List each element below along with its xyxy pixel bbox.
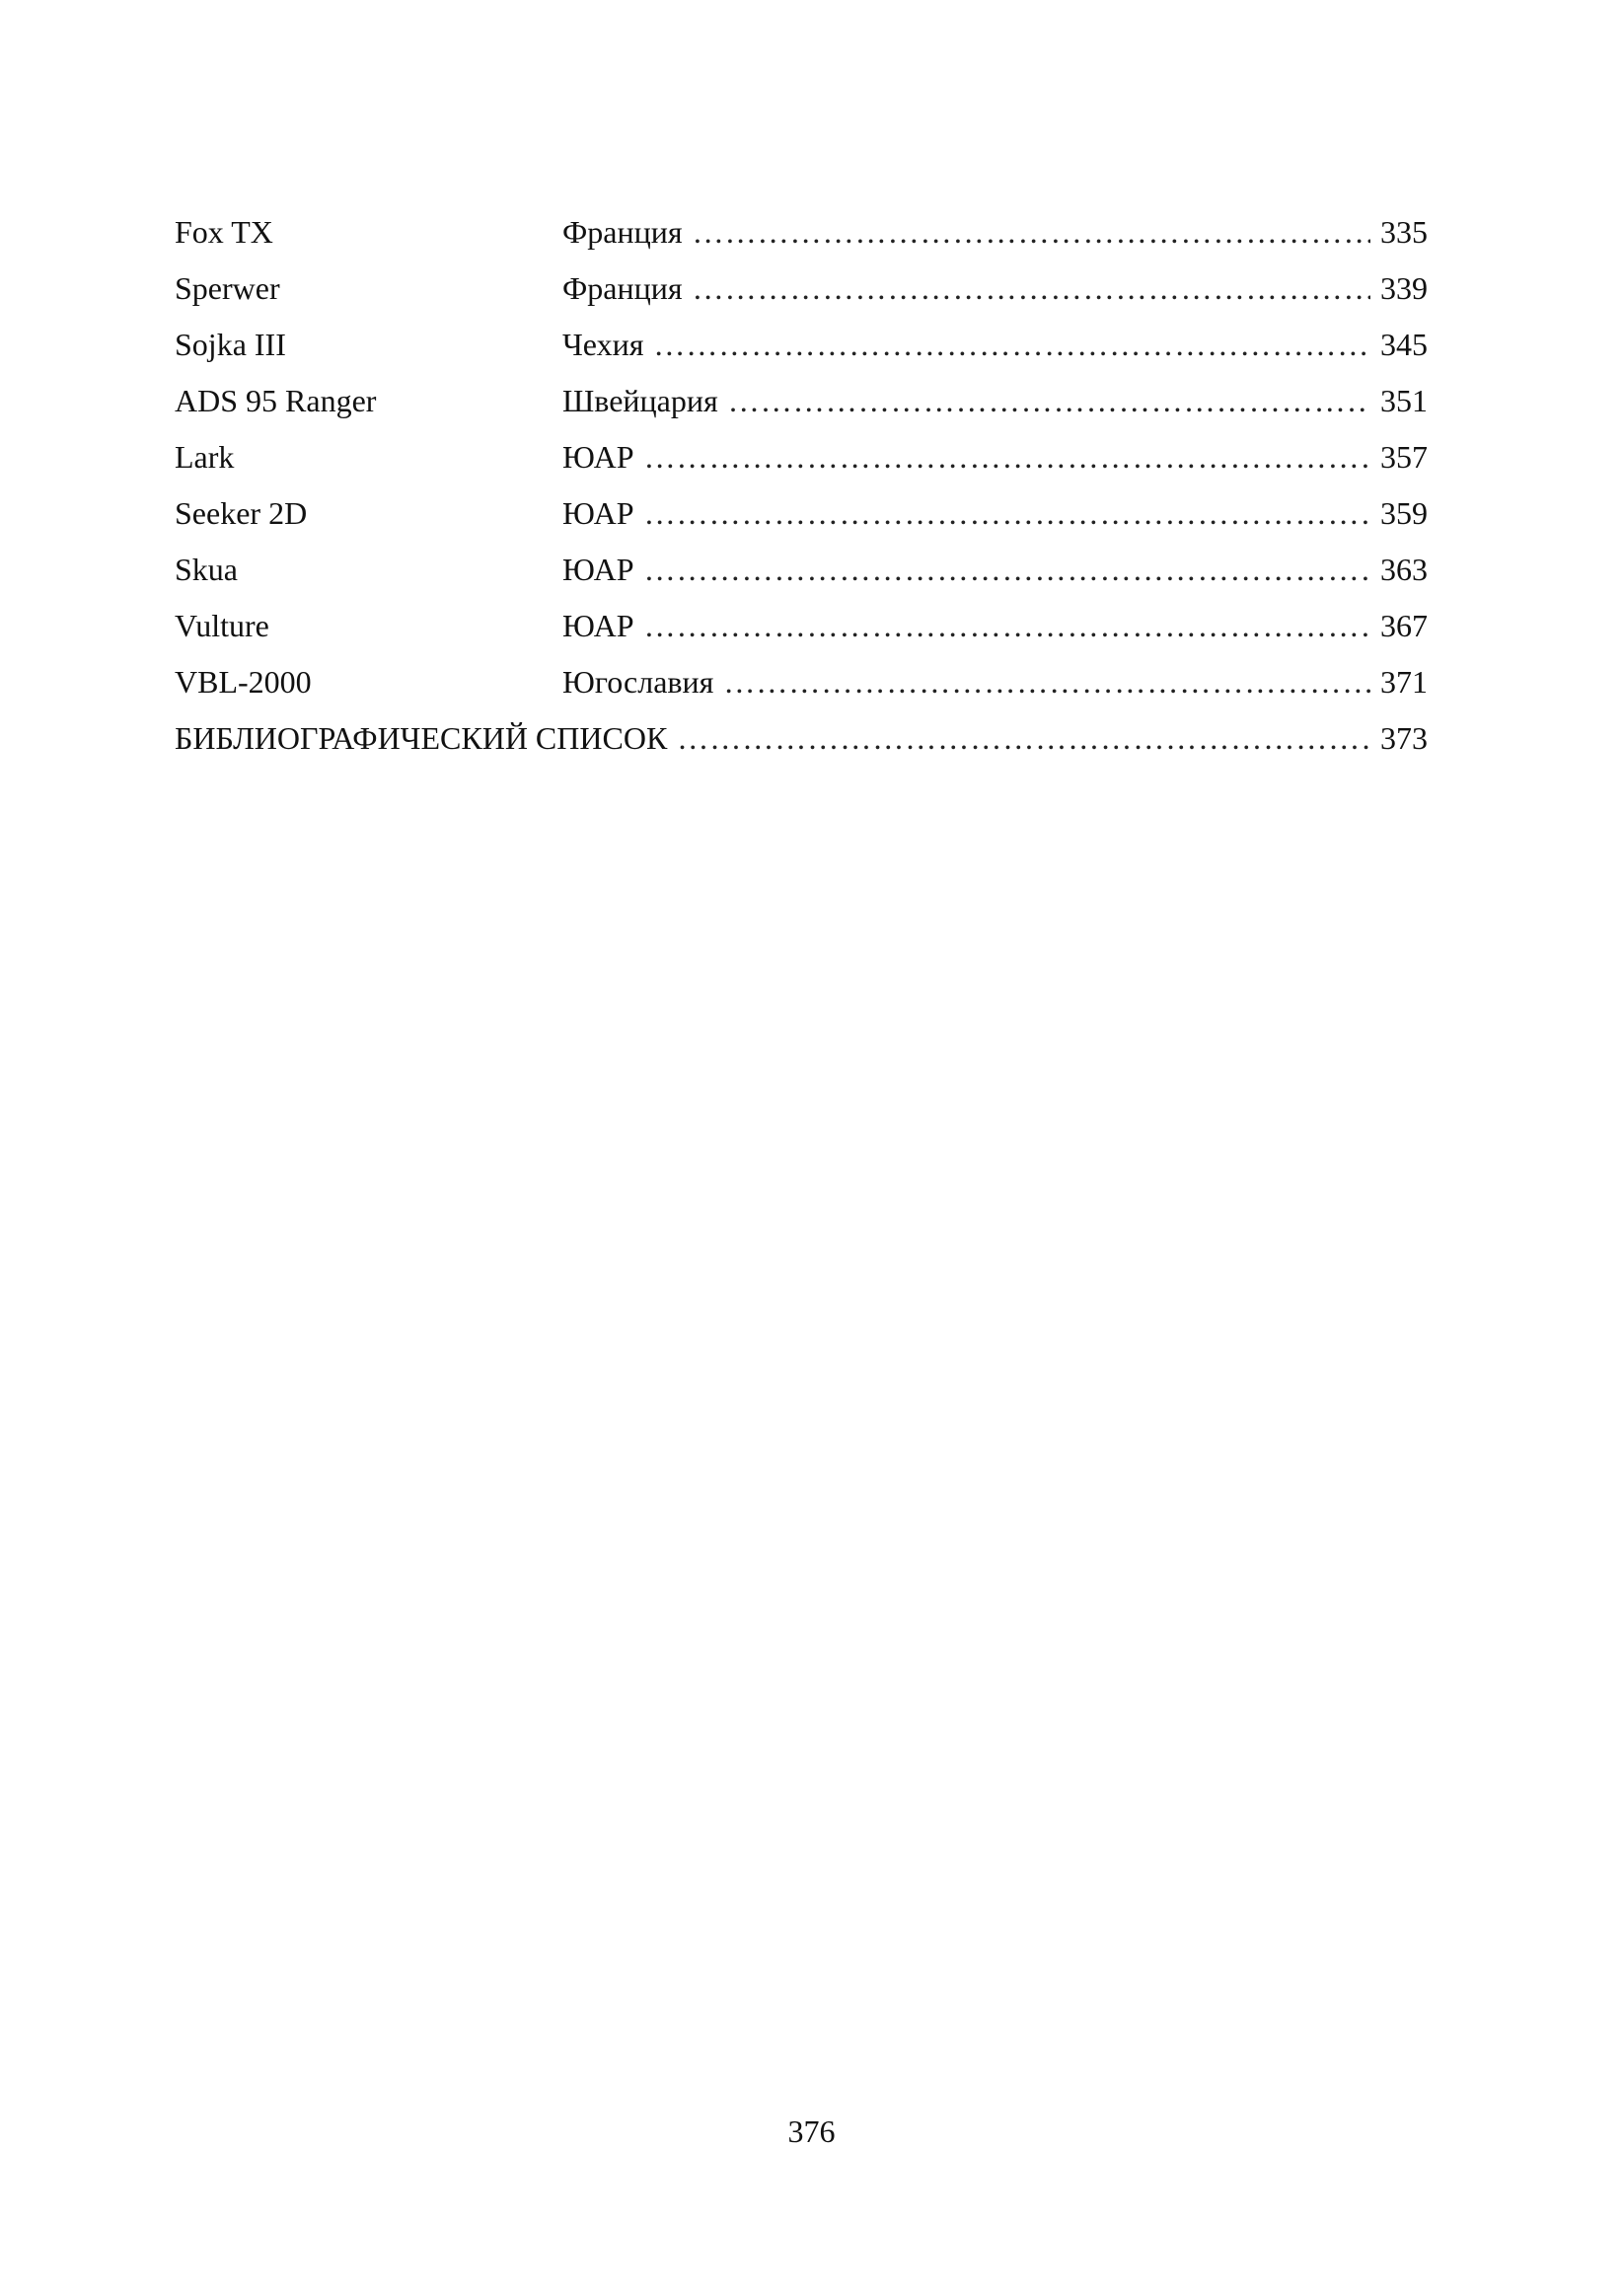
toc-entry-country: ЮАР [562,608,634,643]
page-number: 376 [787,2113,836,2149]
toc-entry [175,489,1428,546]
toc-entry-page: 363 [1380,552,1428,587]
dot-leader [644,489,1370,537]
toc-entry-country: Франция [562,270,683,306]
toc-entry [175,321,1428,377]
table-of-contents [175,208,1428,771]
toc-entry-page: 335 [1380,214,1428,250]
dot-leader [693,208,1370,256]
dot-leader [653,321,1370,368]
dot-leader [644,546,1370,593]
toc-entry-page: 357 [1380,439,1428,475]
dot-leader [644,602,1370,649]
toc-entry [175,546,1428,602]
dot-leader [728,377,1370,424]
toc-entry-page: 367 [1380,608,1428,643]
toc-entry-page: 339 [1380,270,1428,306]
toc-entry [175,264,1428,321]
toc-entry [175,602,1428,658]
dot-leader [644,433,1370,481]
dot-leader [693,264,1370,312]
toc-entry [175,377,1428,433]
dot-leader [677,714,1370,762]
toc-entry-name: Vulture [175,608,269,643]
toc-entry-page: 359 [1380,495,1428,531]
toc-entry-name: Fox TX [175,214,273,250]
toc-entry-country: Франция [562,214,683,250]
toc-entry-country: ЮАР [562,495,634,531]
toc-entry-name: Sperwer [175,270,280,306]
dot-leader [723,658,1370,705]
toc-entry-country: ЮАР [562,439,634,475]
bibliography-page: 373 [1380,720,1428,756]
toc-entry-page: 351 [1380,383,1428,418]
toc-entry-name: Sojka III [175,327,286,362]
toc-entry-country: Югославия [562,664,714,700]
toc-entry-name: Seeker 2D [175,495,308,531]
toc-entry-name: Lark [175,439,235,475]
toc-entry-page: 371 [1380,664,1428,700]
toc-entry [175,658,1428,714]
toc-entry-page: 345 [1380,327,1428,362]
toc-entry-country: ЮАР [562,552,634,587]
toc-entry-name: ADS 95 Ranger [175,383,377,418]
toc-entry-country: Чехия [562,327,644,362]
toc-entry [175,433,1428,489]
toc-entry-country: Швейцария [562,383,718,418]
toc-entry [175,208,1428,264]
toc-entry-name: Skua [175,552,238,587]
bibliography-title: БИБЛИОГРАФИЧЕСКИЙ СПИСОК [175,720,668,756]
toc-entry-name: VBL-2000 [175,664,312,700]
toc-entry-bibliography [175,714,1428,771]
